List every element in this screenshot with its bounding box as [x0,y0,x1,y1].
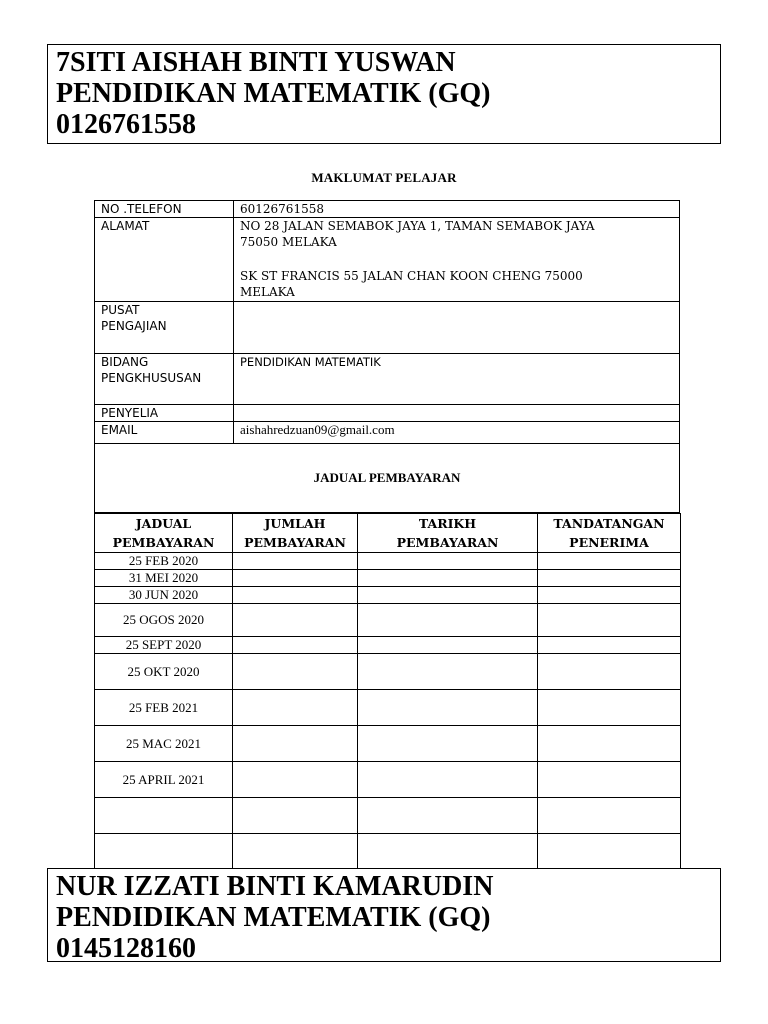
payment-signature [538,553,681,570]
student-name: NUR IZZATI BINTI KAMARUDIN [56,871,494,902]
table-row [95,553,681,570]
payment-amount [233,553,358,570]
alamat-label: ALAMAT [95,218,234,302]
payment-signature [538,798,681,834]
payment-signature [538,654,681,690]
payment-amount [233,834,358,870]
payment-paid-date [358,834,538,870]
payment-header-row [95,514,681,553]
section-title: MAKLUMAT PELAJAR [311,170,457,185]
payment-paid-date [358,726,538,762]
table-row [95,834,681,870]
payment-paid-date [358,553,538,570]
payment-date: 25 MAC 2021 [95,726,233,762]
payment-paid-date [358,587,538,604]
payment-signature [538,587,681,604]
payment-amount [233,604,358,637]
table-row [95,798,681,834]
student-name: 7SITI AISHAH BINTI YUSWAN [56,47,456,78]
table-row [95,604,681,637]
bidang-value: PENDIDIKAN MATEMATIK [234,354,680,405]
payment-amount [233,570,358,587]
payment-signature [538,762,681,798]
info-row-alamat [95,218,680,302]
email-label: EMAIL [95,422,234,444]
payment-amount [233,587,358,604]
payment-paid-date [358,637,538,654]
bidang-label: BIDANG PENGKHUSUSAN [95,354,234,405]
alamat-line-1: NO 28 JALAN SEMABOK JAYA 1, TAMAN SEMABOK JAYA [240,219,595,233]
payment-schedule-table [94,513,681,870]
penyelia-value [234,405,680,422]
payment-date: 30 JUN 2020 [95,587,233,604]
student-info-table [94,200,680,513]
payment-amount [233,762,358,798]
payment-paid-date [358,654,538,690]
alamat-line-3: SK ST FRANCIS 55 JALAN CHAN KOON CHENG 75000 [240,269,583,283]
student-program: PENDIDIKAN MATEMATIK (GQ) [56,78,491,109]
payment-amount [233,726,358,762]
payment-signature [538,834,681,870]
pusat-label: PUSAT PENGAJIAN [95,302,234,354]
payment-amount [233,690,358,726]
student-program: PENDIDIKAN MATEMATIK (GQ) [56,902,491,933]
payment-signature [538,637,681,654]
alamat-line-2: 75050 MELAKA [240,235,337,249]
payment-paid-date [358,570,538,587]
info-row-pusat [95,302,680,354]
info-row-bidang [95,354,680,405]
header-tandatangan: TANDATANGAN PENERIMA [538,514,681,553]
payment-amount [233,798,358,834]
payment-title-row [95,444,680,513]
alamat-line-4: MELAKA [240,285,295,299]
email-value: aishahredzuan09@gmail.com [234,422,680,444]
telefon-label: NO .TELEFON [95,201,234,218]
header-jadual: JADUAL PEMBAYARAN [95,514,233,553]
payment-signature [538,690,681,726]
table-row [95,587,681,604]
alamat-value [234,218,680,302]
payment-date [95,798,233,834]
payment-date: 25 OGOS 2020 [95,604,233,637]
payment-date: 25 APRIL 2021 [95,762,233,798]
student-header-bottom [47,868,721,962]
info-row-email [95,422,680,444]
payment-date: 25 FEB 2021 [95,690,233,726]
payment-date: 31 MEI 2020 [95,570,233,587]
payment-date [95,834,233,870]
payment-paid-date [358,690,538,726]
table-row [95,654,681,690]
table-row [95,637,681,654]
payment-paid-date [358,604,538,637]
table-row [95,726,681,762]
telefon-value: 60126761558 [234,201,680,218]
payment-signature [538,726,681,762]
student-phone: 0145128160 [56,933,196,964]
pusat-value [234,302,680,354]
info-row-penyelia [95,405,680,422]
payment-signature [538,570,681,587]
payment-signature [538,604,681,637]
table-row [95,570,681,587]
student-header-top [47,44,721,144]
payment-date: 25 SEPT 2020 [95,637,233,654]
header-jumlah: JUMLAH PEMBAYARAN [233,514,358,553]
table-row [95,690,681,726]
info-row-telefon [95,201,680,218]
payment-date: 25 OKT 2020 [95,654,233,690]
payment-amount [233,637,358,654]
payment-paid-date [358,798,538,834]
payment-date: 25 FEB 2020 [95,553,233,570]
student-phone: 0126761558 [56,109,196,140]
header-tarikh: TARIKH PEMBAYARAN [358,514,538,553]
payment-paid-date [358,762,538,798]
penyelia-label: PENYELIA [95,405,234,422]
payment-title: JADUAL PEMBAYARAN [95,444,680,513]
payment-amount [233,654,358,690]
table-row [95,762,681,798]
